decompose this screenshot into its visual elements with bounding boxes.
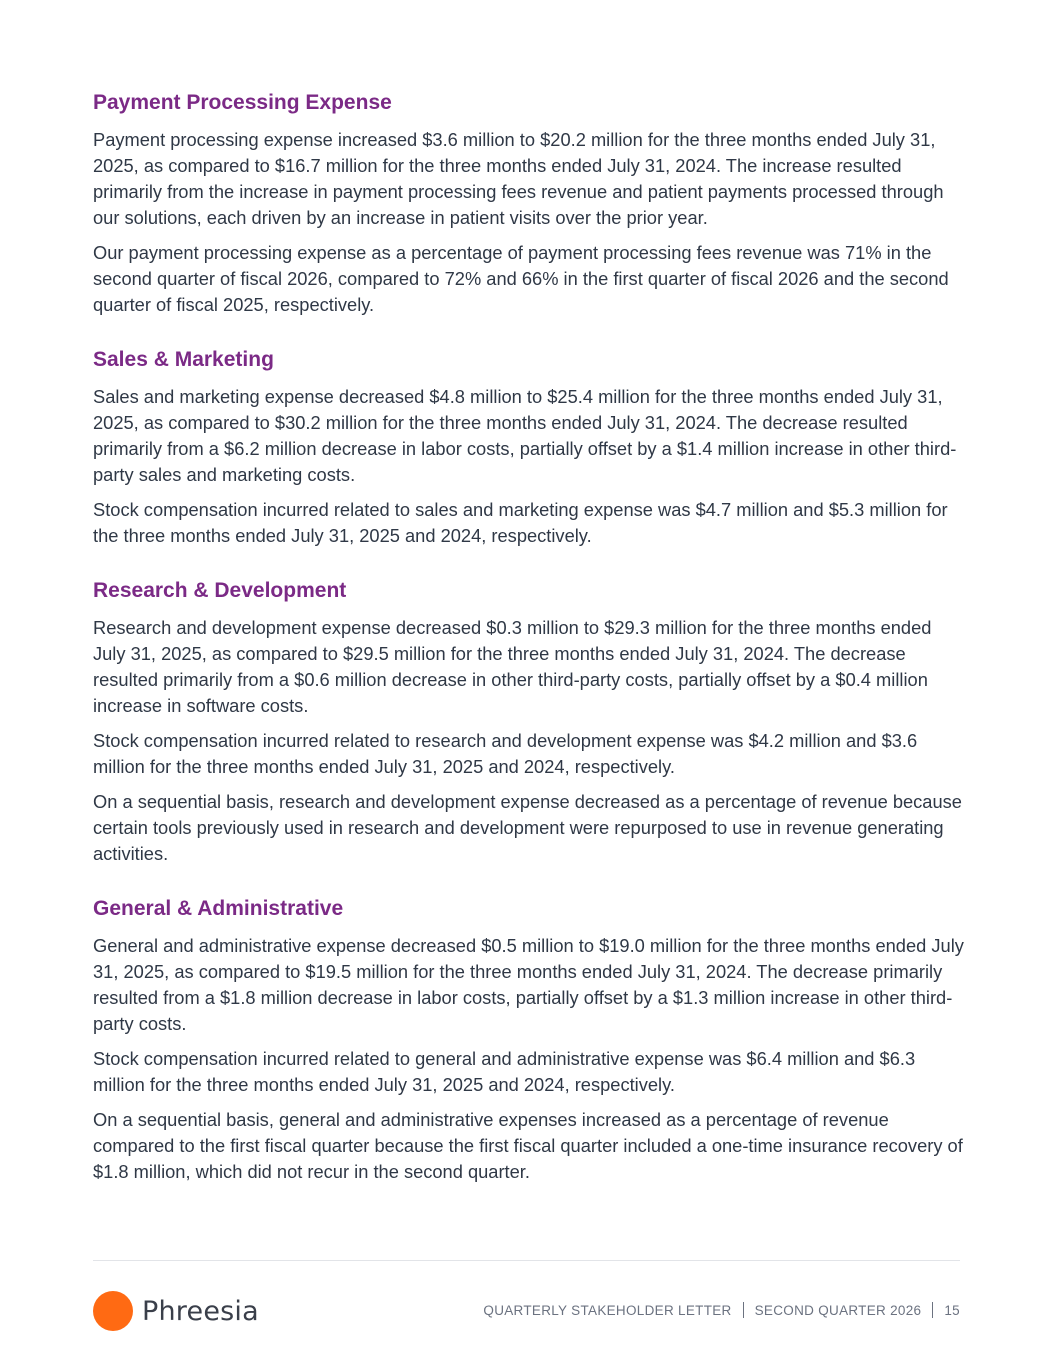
paragraph: Our payment processing expense as a percentage of payment processing fees revenue was 71% in the second quarter of fiscal 2026, compared to 72% and 66% in the first quarter of fiscal 2026 and the second quarter of fiscal 2025, respectively. (93, 242, 949, 315)
section-heading: Payment Processing Expense (93, 91, 392, 114)
footer-separator (743, 1302, 744, 1318)
section-heading: Sales & Marketing (93, 348, 274, 371)
paragraph: Stock compensation incurred related to general and administrative expense was $6.4 million and $6.3 million for the three months ended July 31, 2025 and 2024, respectively. (93, 1048, 916, 1095)
paragraph: On a sequential basis, research and development expense decreased as a percentage of revenue because certain tools previously used in research and development were repurposed to use in revenue generating activities. (93, 791, 962, 864)
footer-info (483, 1302, 960, 1318)
section-heading: General & Administrative (93, 897, 344, 920)
paragraph: Sales and marketing expense decreased $4.8 million to $25.4 million for the three months ended July 31, 2025, as compared to $30.2 million for the three months ended July 31, 2024. The decrease resulted primarily from a $6.2 million decrease in labor costs, partially offset by a $1.4 million increase in other third-party sales and marketing costs. (93, 386, 957, 485)
section-general-administrative (93, 894, 965, 1185)
footer-doc-title: QUARTERLY STAKEHOLDER LETTER (483, 1302, 732, 1318)
paragraph: General and administrative expense decreased $0.5 million to $19.0 million for the three months ended July 31, 2025, as compared to $19.5 million for the three months ended July 31, 2024. The decrease primarily resulted from a $1.8 million decrease in labor costs, partially offset by a $1.3 million increase in other third-party costs. (93, 935, 964, 1034)
paragraph: Research and development expense decreased $0.3 million to $29.3 million for the three months ended July 31, 2025, as compared to $29.5 million for the three months ended July 31, 2024. The decrease resulted primarily from a $0.6 million decrease in other third-party costs, partially offset by a $0.4 million increase in software costs. (93, 617, 932, 716)
brand-name: Phreesia (142, 1295, 259, 1327)
section-payment-processing (93, 88, 965, 318)
section-sales-marketing (93, 345, 965, 549)
paragraph: Stock compensation incurred related to research and development expense was $4.2 million and $3.6 million for the three months ended July 31, 2025 and 2024, respectively. (93, 730, 918, 777)
page-number: 15 (944, 1302, 960, 1318)
document-body (93, 88, 965, 1212)
paragraph: On a sequential basis, general and administrative expenses increased as a percentage of revenue compared to the first fiscal quarter because the first fiscal quarter included a one-time insurance recovery of $1.8 million, which did not recur in the second quarter. (93, 1109, 963, 1182)
footer-separator (932, 1302, 933, 1318)
footer-period: SECOND QUARTER 2026 (754, 1302, 922, 1318)
paragraph: Stock compensation incurred related to sales and marketing expense was $4.7 million and $5.3 million for the three months ended July 31, 2025 and 2024, respectively. (93, 499, 948, 546)
brand-logo (93, 1291, 259, 1331)
section-research-development (93, 576, 965, 867)
logo-circle-icon (93, 1291, 133, 1331)
paragraph: Payment processing expense increased $3.6 million to $20.2 million for the three months ended July 31, 2025, as compared to $16.7 million for the three months ended July 31, 2024. The increase resulted primarily from the increase in payment processing fees revenue and patient payments processed through our solutions, each driven by an increase in patient visits over the prior year. (93, 129, 944, 228)
section-heading: Research & Development (93, 579, 347, 602)
footer-divider (93, 1260, 960, 1261)
